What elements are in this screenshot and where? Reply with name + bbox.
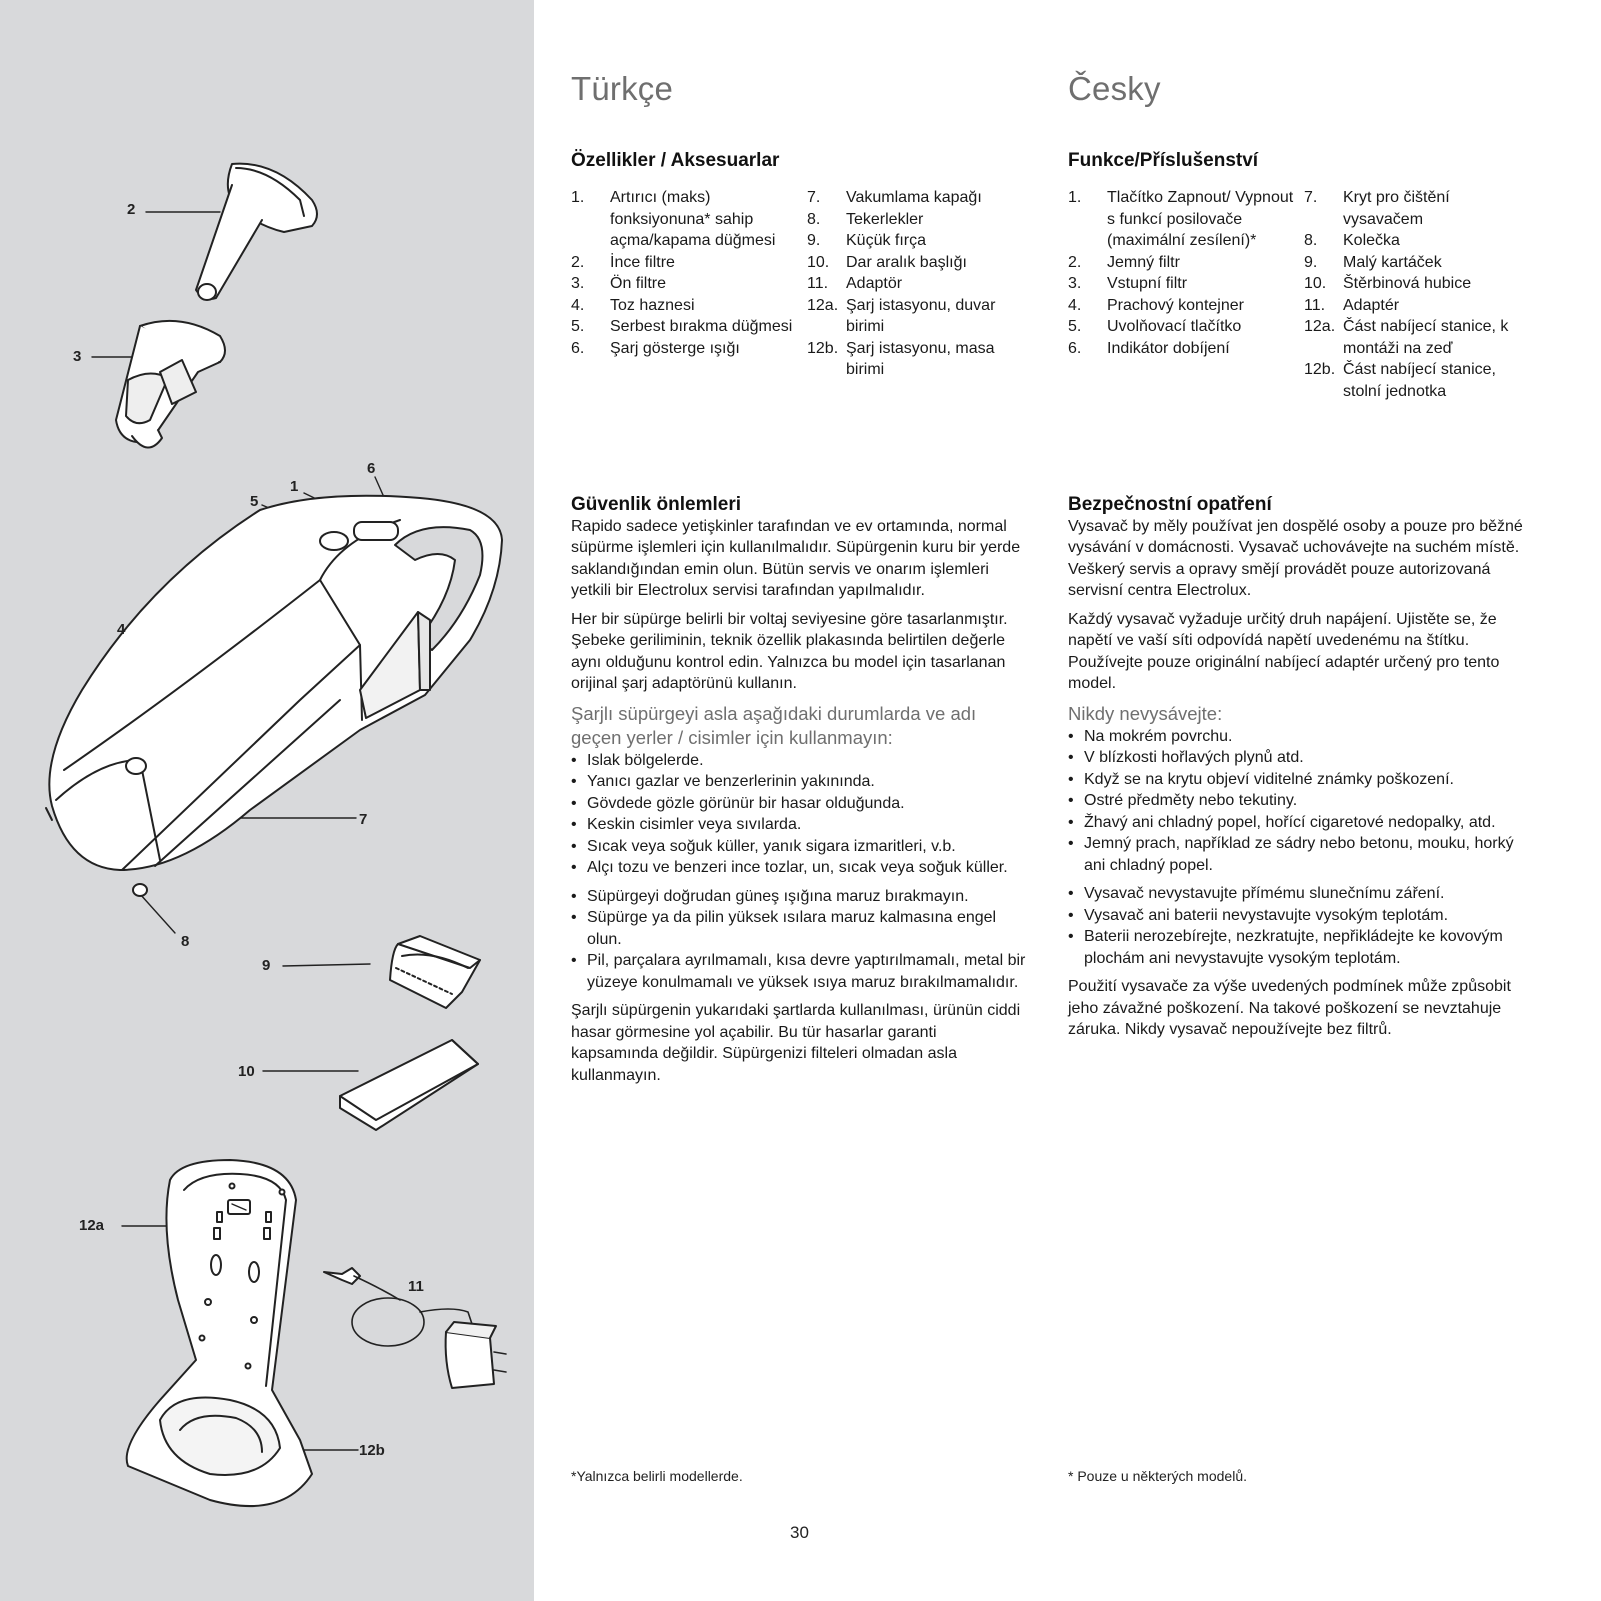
illustration-panel — [0, 0, 534, 1601]
feature-number: 9. — [807, 232, 821, 249]
bullet-item: • Vysavač nevystavujte přímému slunečnímu záření. — [1068, 883, 1523, 905]
feature-item — [1304, 187, 1529, 230]
safety-section-turkish — [571, 494, 1026, 1093]
feature-label: Část nabíjecí stanice, stolní jednotka — [1343, 361, 1496, 400]
feature-number: 9. — [1304, 253, 1318, 271]
feature-item — [807, 209, 1032, 231]
feature-label: Toz haznesi — [610, 296, 695, 314]
feature-label: Štěrbinová hubice — [1343, 275, 1472, 292]
feature-label: Şarj gösterge ışığı — [610, 339, 740, 357]
bullet-item: • Na mokrém povrchu. — [1068, 726, 1523, 748]
feature-label: Küçük fırça — [846, 232, 927, 249]
feature-label: Kolečka — [1343, 232, 1400, 249]
feature-item — [1068, 273, 1303, 295]
crevice-nozzle-drawing — [340, 1040, 478, 1130]
feature-number: 6. — [1068, 339, 1082, 357]
feature-item — [1304, 295, 1529, 317]
features-title-czech: Funkce/Příslušenství — [1068, 150, 1259, 171]
bullet-item: • Pil, parçalara ayrılmamalı, kısa devre yaptırılmamalı, metal bir yüzeye konulmamalı ve yüksek ısıya maruz bırakılmamalıdır. — [571, 950, 1026, 993]
never-use-list — [571, 750, 1026, 879]
feature-item — [571, 295, 806, 317]
callout-4: 4 — [117, 621, 126, 638]
callout-11: 11 — [408, 1278, 424, 1295]
feature-item — [807, 338, 1032, 381]
bullet-item: • Žhavý ani chladný popel, hořící cigaretové nedopalky, atd. — [1068, 812, 1523, 834]
language-title-czech: Česky — [1068, 70, 1161, 107]
bullet-item: • Baterii nerozebírejte, nezkratujte, nepřikládejte ke kovovým plochám ani nevystavujte vysokým teplotám. — [1068, 926, 1523, 969]
feature-label: Dar aralık başlığı — [846, 253, 967, 271]
feature-number: 1. — [571, 189, 585, 206]
feature-label: Uvolňovací tlačítko — [1107, 318, 1242, 335]
feature-label: Část nabíjecí stanice, k montáži na zeď — [1343, 318, 1509, 357]
feature-label: Adaptör — [846, 275, 903, 292]
safety-section-czech — [1068, 494, 1523, 1048]
feature-item — [807, 273, 1032, 295]
safety-paragraph-3: Použití vysavače za výše uvedených podmínek může způsobit jeho závažné poškození. Na takové poškození se nevztahuje záruka. Nikdy vysavač nepoužívejte bez filtrů. — [1068, 978, 1511, 1038]
precautions-list — [571, 886, 1026, 994]
charging-station-drawing — [127, 1160, 312, 1506]
features-title-turkish: Özellikler / Aksesuarlar — [571, 150, 780, 171]
feature-item — [1304, 359, 1529, 402]
precautions-list — [1068, 883, 1523, 969]
bullet-item: • Süpürge ya da pilin yüksek ısılara maruz kalmasına engel olun. — [571, 907, 1026, 950]
feature-label: Malý kartáček — [1343, 253, 1442, 271]
feature-item — [1068, 187, 1303, 252]
bullet-item: • Vysavač ani baterii nevystavujte vysokým teplotám. — [1068, 905, 1523, 927]
callout-3: 3 — [73, 348, 82, 365]
feature-item — [571, 252, 806, 274]
feature-number: 4. — [571, 296, 585, 314]
feature-item — [1068, 338, 1303, 360]
feature-number: 2. — [1068, 253, 1082, 271]
feature-item — [571, 187, 806, 252]
feature-number: 11. — [1304, 296, 1326, 314]
feature-number: 3. — [1068, 275, 1082, 292]
feature-number: 11. — [807, 275, 829, 292]
feature-item — [1304, 230, 1529, 252]
feature-number: 8. — [1304, 232, 1318, 249]
feature-number: 12b. — [1304, 361, 1336, 378]
feature-number: 6. — [571, 339, 585, 357]
feature-number: 10. — [807, 253, 830, 271]
feature-item — [807, 295, 1032, 338]
feature-item — [571, 273, 806, 295]
feature-label: İnce filtre — [610, 253, 675, 271]
bullet-item: • Ostré předměty nebo tekutiny. — [1068, 790, 1523, 812]
feature-item — [807, 230, 1032, 252]
bullet-item: • Jemný prach, například ze sádry nebo betonu, mouku, horký ani chladný popel. — [1068, 833, 1523, 876]
never-use-list — [1068, 726, 1523, 877]
feature-item — [807, 252, 1032, 274]
never-use-subheading: Şarjlı süpürgeyi asla aşağıdaki durumlarda ve adı geçen yerler / cisimler için kullanmayın: — [571, 702, 977, 748]
footnote-czech: * Pouze u některých modelů. — [1068, 1468, 1247, 1484]
feature-number: 7. — [1304, 189, 1318, 206]
callout-12b: 12b — [359, 1442, 385, 1459]
safety-paragraph-2: Her bir süpürge belirli bir voltaj seviyesine göre tasarlanmıştır. Şebeke geriliminin, teknik özellik plakasında belirtilen değerle aynı olduğunu kontrol edin. Yalnızca bu model için tasarlanan orijinal şarj adaptörünü kullanın. — [571, 610, 1008, 692]
safety-paragraph-3: Şarjlı süpürgenin yukarıdaki şartlarda kullanılması, ürünün ciddi hasar görmesine yol açabilir. Bu tür hasarlar garanti kapsamında değildir. Süpürgenizi filteleri olmadan asla kullanmayın. — [571, 1002, 1021, 1084]
feature-label: Indikátor dobíjení — [1107, 339, 1230, 357]
callout-8: 8 — [181, 933, 190, 950]
feature-item — [1304, 316, 1529, 359]
fine-filter-drawing — [196, 164, 317, 300]
feature-item — [1068, 316, 1303, 338]
bullet-item: • Süpürgeyi doğrudan güneş ışığına maruz bırakmayın. — [571, 886, 1026, 908]
feature-item — [571, 316, 806, 338]
safety-paragraph-1: Rapido sadece yetişkinler tarafından ve ev ortamında, normal süpürme işlemleri için kullanılmalıdır. Süpürgenin kuru bir yerde saklandığından emin olun. Bütün servis ve onarım işlemleri yetkili bir Electrolux servisi tarafından yapılmalıdır. — [571, 517, 1021, 599]
feature-item — [807, 187, 1032, 209]
bullet-item: • Gövdede gözle görünür bir hasar olduğunda. — [571, 793, 1026, 815]
page-number: 30 — [790, 1523, 809, 1542]
feature-item — [1068, 295, 1303, 317]
feature-number: 4. — [1068, 296, 1082, 314]
feature-label: Artırıcı (maks) fonksiyonuna* sahip açma/kapama düğmesi — [610, 189, 776, 249]
feature-label: Adaptér — [1343, 296, 1400, 314]
safety-title-czech: Bezpečnostní opatření — [1068, 494, 1272, 515]
features-right-column — [807, 187, 1032, 381]
feature-number: 7. — [807, 189, 821, 206]
features-right-column — [1304, 187, 1529, 402]
callout-9: 9 — [262, 957, 271, 974]
feature-item — [1304, 273, 1529, 295]
feature-label: Jemný filtr — [1107, 253, 1180, 271]
callout-6: 6 — [367, 460, 376, 477]
feature-label: Tekerlekler — [846, 210, 924, 228]
feature-number: 2. — [571, 253, 585, 271]
feature-number: 5. — [1068, 318, 1082, 335]
pre-filter-drawing — [116, 321, 225, 448]
feature-item — [1068, 252, 1303, 274]
feature-label: Kryt pro čištění vysavačem — [1343, 189, 1450, 228]
callout-10: 10 — [238, 1063, 255, 1080]
bullet-item: • Sıcak veya soğuk küller, yanık sigara izmaritleri, v.b. — [571, 836, 1026, 858]
callout-7: 7 — [359, 811, 368, 828]
bullet-item: • Keskin cisimler veya sıvılarda. — [571, 814, 1026, 836]
small-brush-drawing — [390, 936, 480, 1008]
feature-number: 12b. — [807, 339, 839, 357]
safety-title-turkish: Güvenlik önlemleri — [571, 494, 741, 515]
feature-label: Şarj istasyonu, duvar birimi — [846, 296, 996, 335]
feature-number: 3. — [571, 275, 585, 292]
feature-number: 12a. — [1304, 318, 1336, 335]
feature-number: 10. — [1304, 275, 1327, 292]
feature-label: Şarj istasyonu, masa birimi — [846, 339, 995, 378]
feature-label: Prachový kontejner — [1107, 296, 1244, 314]
bullet-item: • Islak bölgelerde. — [571, 750, 1026, 772]
safety-paragraph-2: Každý vysavač vyžaduje určitý druh napájení. Ujistěte se, že napětí ve vaší síti odpovídá napětí uvedenému na štítku. Používejte pouze originální nabíjecí adaptér určený pro tento model. — [1068, 610, 1500, 692]
vacuum-parts-illustration — [0, 0, 534, 1601]
feature-item — [1304, 252, 1529, 274]
footnote-turkish: *Yalnızca belirli modellerde. — [571, 1468, 743, 1484]
feature-number: 8. — [807, 210, 821, 228]
feature-number: 1. — [1068, 189, 1082, 206]
feature-label: Tlačítko Zapnout/ Vypnout s funkcí posilovače (maximální zesílení)* — [1107, 189, 1294, 249]
safety-paragraph-1: Vysavač by měly používat jen dospělé osoby a pouze pro běžné vysávání v domácnosti. Vysavač uchovávejte na suchém místě. Veškerý servis a opravy smějí provádět pouze autorizovaná servisní centra Electrolux. — [1068, 517, 1523, 599]
features-left-column — [571, 187, 806, 359]
feature-label: Serbest bırakma düğmesi — [610, 318, 793, 335]
feature-label: Vstupní filtr — [1107, 275, 1188, 292]
bullet-item: • Když se na krytu objeví viditelné známky poškození. — [1068, 769, 1523, 791]
feature-label: Vakumlama kapağı — [846, 189, 982, 206]
callout-1: 1 — [290, 478, 299, 495]
vacuum-body-drawing — [46, 496, 502, 896]
feature-label: Ön filtre — [610, 275, 667, 292]
bullet-item: • Yanıcı gazlar ve benzerlerinin yakınında. — [571, 771, 1026, 793]
callout-5: 5 — [250, 493, 259, 510]
bullet-item: • Alçı tozu ve benzeri ince tozlar, un, sıcak veya soğuk küller. — [571, 857, 1026, 879]
feature-item — [571, 338, 806, 360]
features-left-column — [1068, 187, 1303, 359]
bullet-item: • V blízkosti hořlavých plynů atd. — [1068, 747, 1523, 769]
callout-2: 2 — [127, 201, 136, 218]
feature-number: 5. — [571, 318, 585, 335]
feature-number: 12a. — [807, 296, 839, 314]
never-use-subheading: Nikdy nevysávejte: — [1068, 702, 1223, 724]
language-title-turkish: Türkçe — [571, 70, 674, 107]
callout-12a: 12a — [79, 1217, 105, 1234]
